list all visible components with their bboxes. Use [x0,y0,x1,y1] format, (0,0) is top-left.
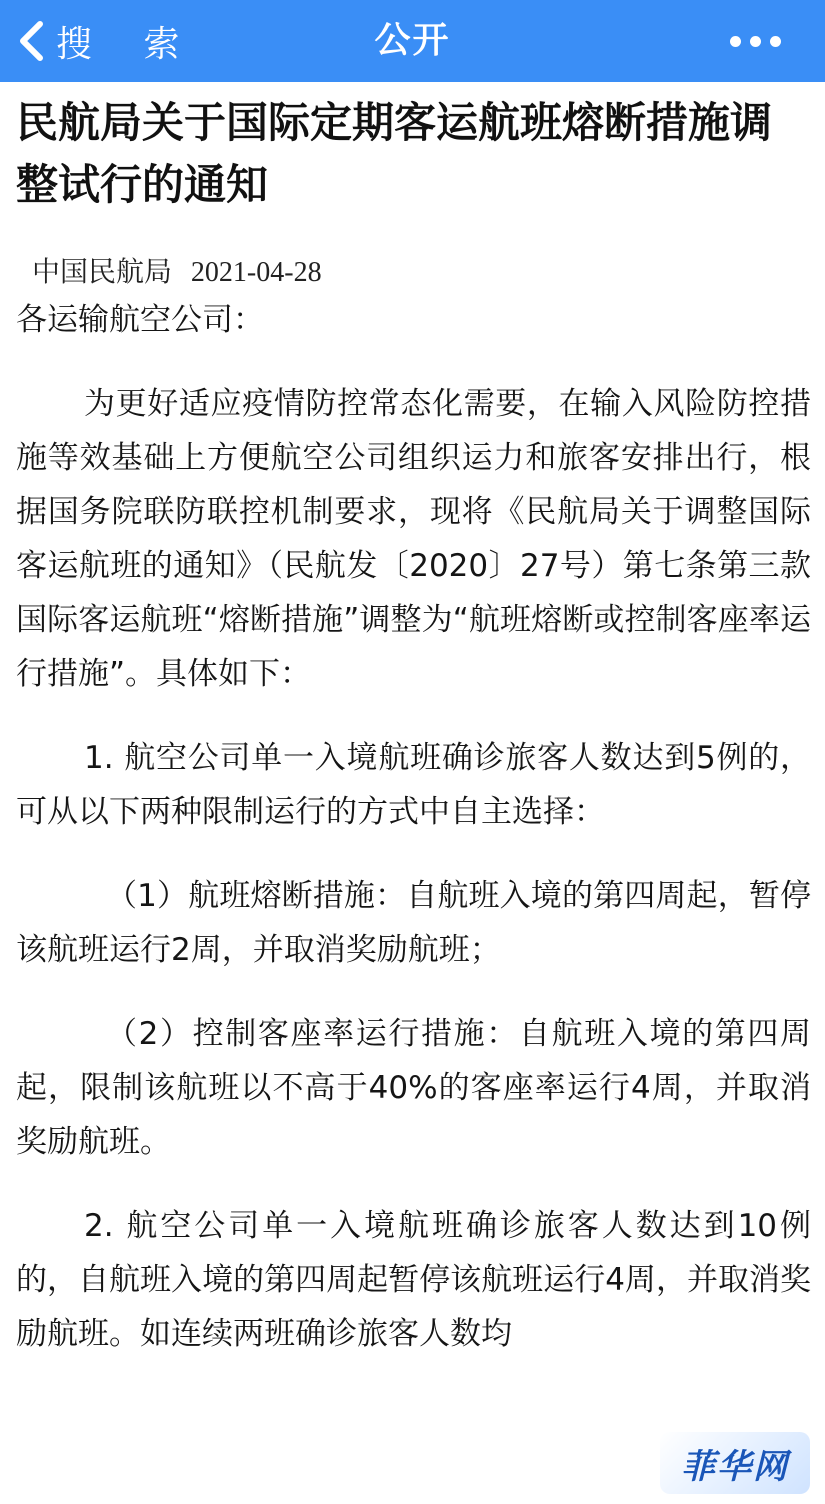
watermark-text: 菲华网 [681,1446,789,1487]
article-date: 2021-04-28 [190,257,322,288]
article-content [16,92,811,1361]
more-dots-icon [721,36,781,47]
paragraph-intro: 为更好适应疫情防控常态化需要，在输入风险防控措施等效基础上方便航空公司组织运力和旅客安排出行，根据国务院联防联控机制要求，现将《民航局关于调整国际客运航班的通知》（民航发〔2020〕27号）第七条第三款国际客运航班“熔断措施”调整为“航班熔断或控制客座率运行措施”。具体如下： [16,386,811,692]
paragraph-item-1-1: （1）航班熔断措施：自航班入境的第四周起，暂停该航班运行2周，并取消奖励航班； [16,878,811,968]
paragraph-item-1-2: （2）控制客座率运行措施：自航班入境的第四周起，限制该航班以不高于40%的客座率运行4周，并取消奖励航班。 [16,1016,811,1160]
more-options-button[interactable] [721,0,781,82]
watermark-logo [655,1428,815,1498]
article-title: 民航局关于国际定期客运航班熔断措施调整试行的通知 [16,98,773,209]
article-source: 中国民航局 [32,255,173,288]
page-title: 公开 [374,20,451,61]
paragraph-item-1: 1. 航空公司单一入境航班确诊旅客人数达到5例的，可从以下两种限制运行的方式中自主选择： [16,740,811,830]
paragraph-item-2: 2. 航空公司单一入境航班确诊旅客人数达到10例的，自航班入境的第四周起暂停该航班运行4周，并取消奖励航班。如连续两班确诊旅客人数均 [16,1208,811,1352]
watermark-badge [660,1432,810,1494]
back-button[interactable] [18,0,199,82]
chevron-left-icon [18,20,44,62]
back-button-label: 搜 索 [56,23,200,65]
article-body [16,293,811,1361]
top-navigation-bar [0,0,825,82]
article-meta [16,252,811,293]
salutation: 各运输航空公司： [16,302,264,338]
